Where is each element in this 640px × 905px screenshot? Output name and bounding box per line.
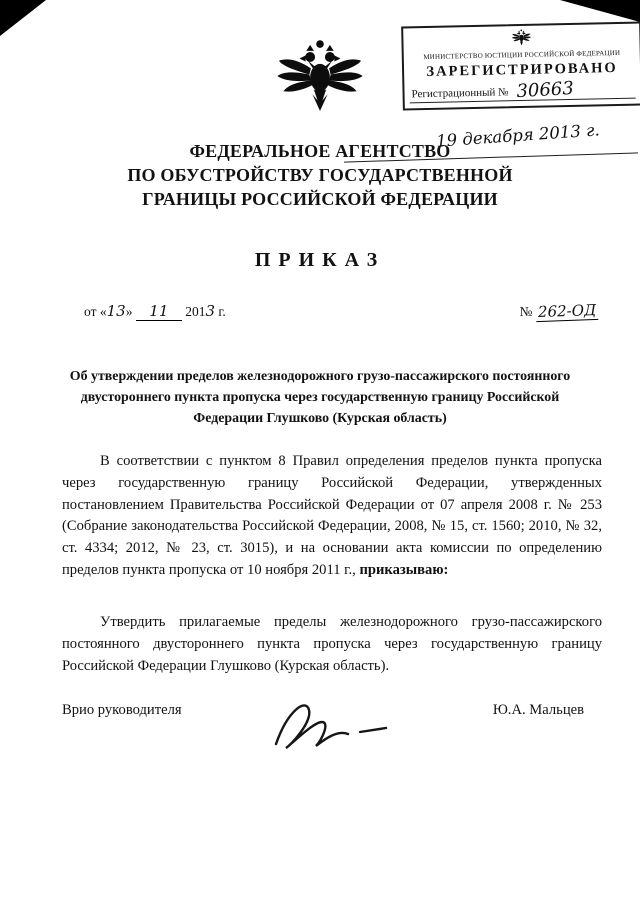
scan-corner-artifact-top-left — [0, 0, 46, 36]
date-year-handwritten: 3 — [205, 302, 215, 320]
stamp-ministry-line: МИНИСТЕРСТВО ЮСТИЦИИ РОССИЙСКОЙ ФЕДЕРАЦИИ — [423, 48, 621, 62]
date-issued — [62, 302, 226, 321]
date-year-suffix: г. — [215, 304, 226, 319]
date-month-handwritten: 11 — [136, 302, 182, 321]
date-prefix: от « — [84, 304, 107, 319]
agency-name-line2: ПО ОБУСТРОЙСТВУ ГОСУДАРСТВЕННОЙ — [127, 165, 513, 185]
body-paragraph-1-text: В соответствии с пунктом 8 Правил определения пределов пункта пропуска через государственную границу Российской Федерации, утвержденных постановлением Правительства Российской Федерации от 07 апреля 2008 г. № 253 (Собрание законодательства Российской Федерации, 2008, № 15, ст. 1560; 2010, № 32, ст. 4334; 2012, № 23, ст. 3015), и на основании акта комиссии по определению пределов пункта пропуска от 10 ноября 2011 г., — [62, 453, 602, 578]
date-close-quote: » — [125, 304, 133, 319]
order-number-handwritten: 262-ОД — [535, 301, 598, 322]
signer-position: Врио руководителя — [62, 702, 182, 718]
stamp-reg-label: Регистрационный № — [411, 86, 509, 101]
signer-name: Ю.А. Мальцев — [492, 702, 584, 718]
agency-name-line3: ГРАНИЦЫ РОССИЙСКОЙ ФЕДЕРАЦИИ — [142, 189, 498, 209]
document-type-heading: ПРИКАЗ — [254, 249, 386, 271]
stamp-registered-label: ЗАРЕГИСТРИРОВАНО — [426, 59, 618, 81]
stamp-date-handwritten: 19 декабря 2013 г. — [435, 120, 601, 151]
stamp-eagle-icon — [509, 29, 533, 46]
double-headed-eagle-icon — [270, 38, 370, 114]
agency-letterhead — [0, 139, 640, 211]
scan-corner-artifact-top-right — [560, 0, 640, 22]
order-number — [520, 302, 598, 321]
registration-stamp — [401, 21, 640, 110]
body-paragraph-2: Утвердить прилагаемые пределы железнодорожного грузо-пассажирского постоянного двустороннего пункта пропуска через государственную границу Российской Федерации Глушково (Курская область). — [62, 614, 602, 674]
body-paragraph-1-bold: приказываю: — [359, 561, 449, 578]
body-paragraph-1 — [62, 451, 602, 582]
agency-name-line1: ФЕДЕРАЛЬНОЕ АГЕНТСТВО — [189, 141, 451, 161]
date-year-printed: 201 — [185, 304, 206, 319]
order-title: Об утверждении пределов железнодорожного грузо-пассажирского постоянного двустороннего пункта пропуска через государственную границу Российской Федерации Глушково (Курская область) — [69, 369, 571, 426]
signature-block — [62, 702, 584, 767]
handwritten-signature-icon — [262, 692, 412, 767]
stamp-registration-number-row — [409, 77, 635, 104]
stamp-reg-number-handwritten: 30663 — [515, 77, 575, 103]
dateline — [62, 302, 598, 321]
number-sign: № — [519, 304, 533, 319]
date-day-handwritten: 13 — [106, 302, 126, 320]
